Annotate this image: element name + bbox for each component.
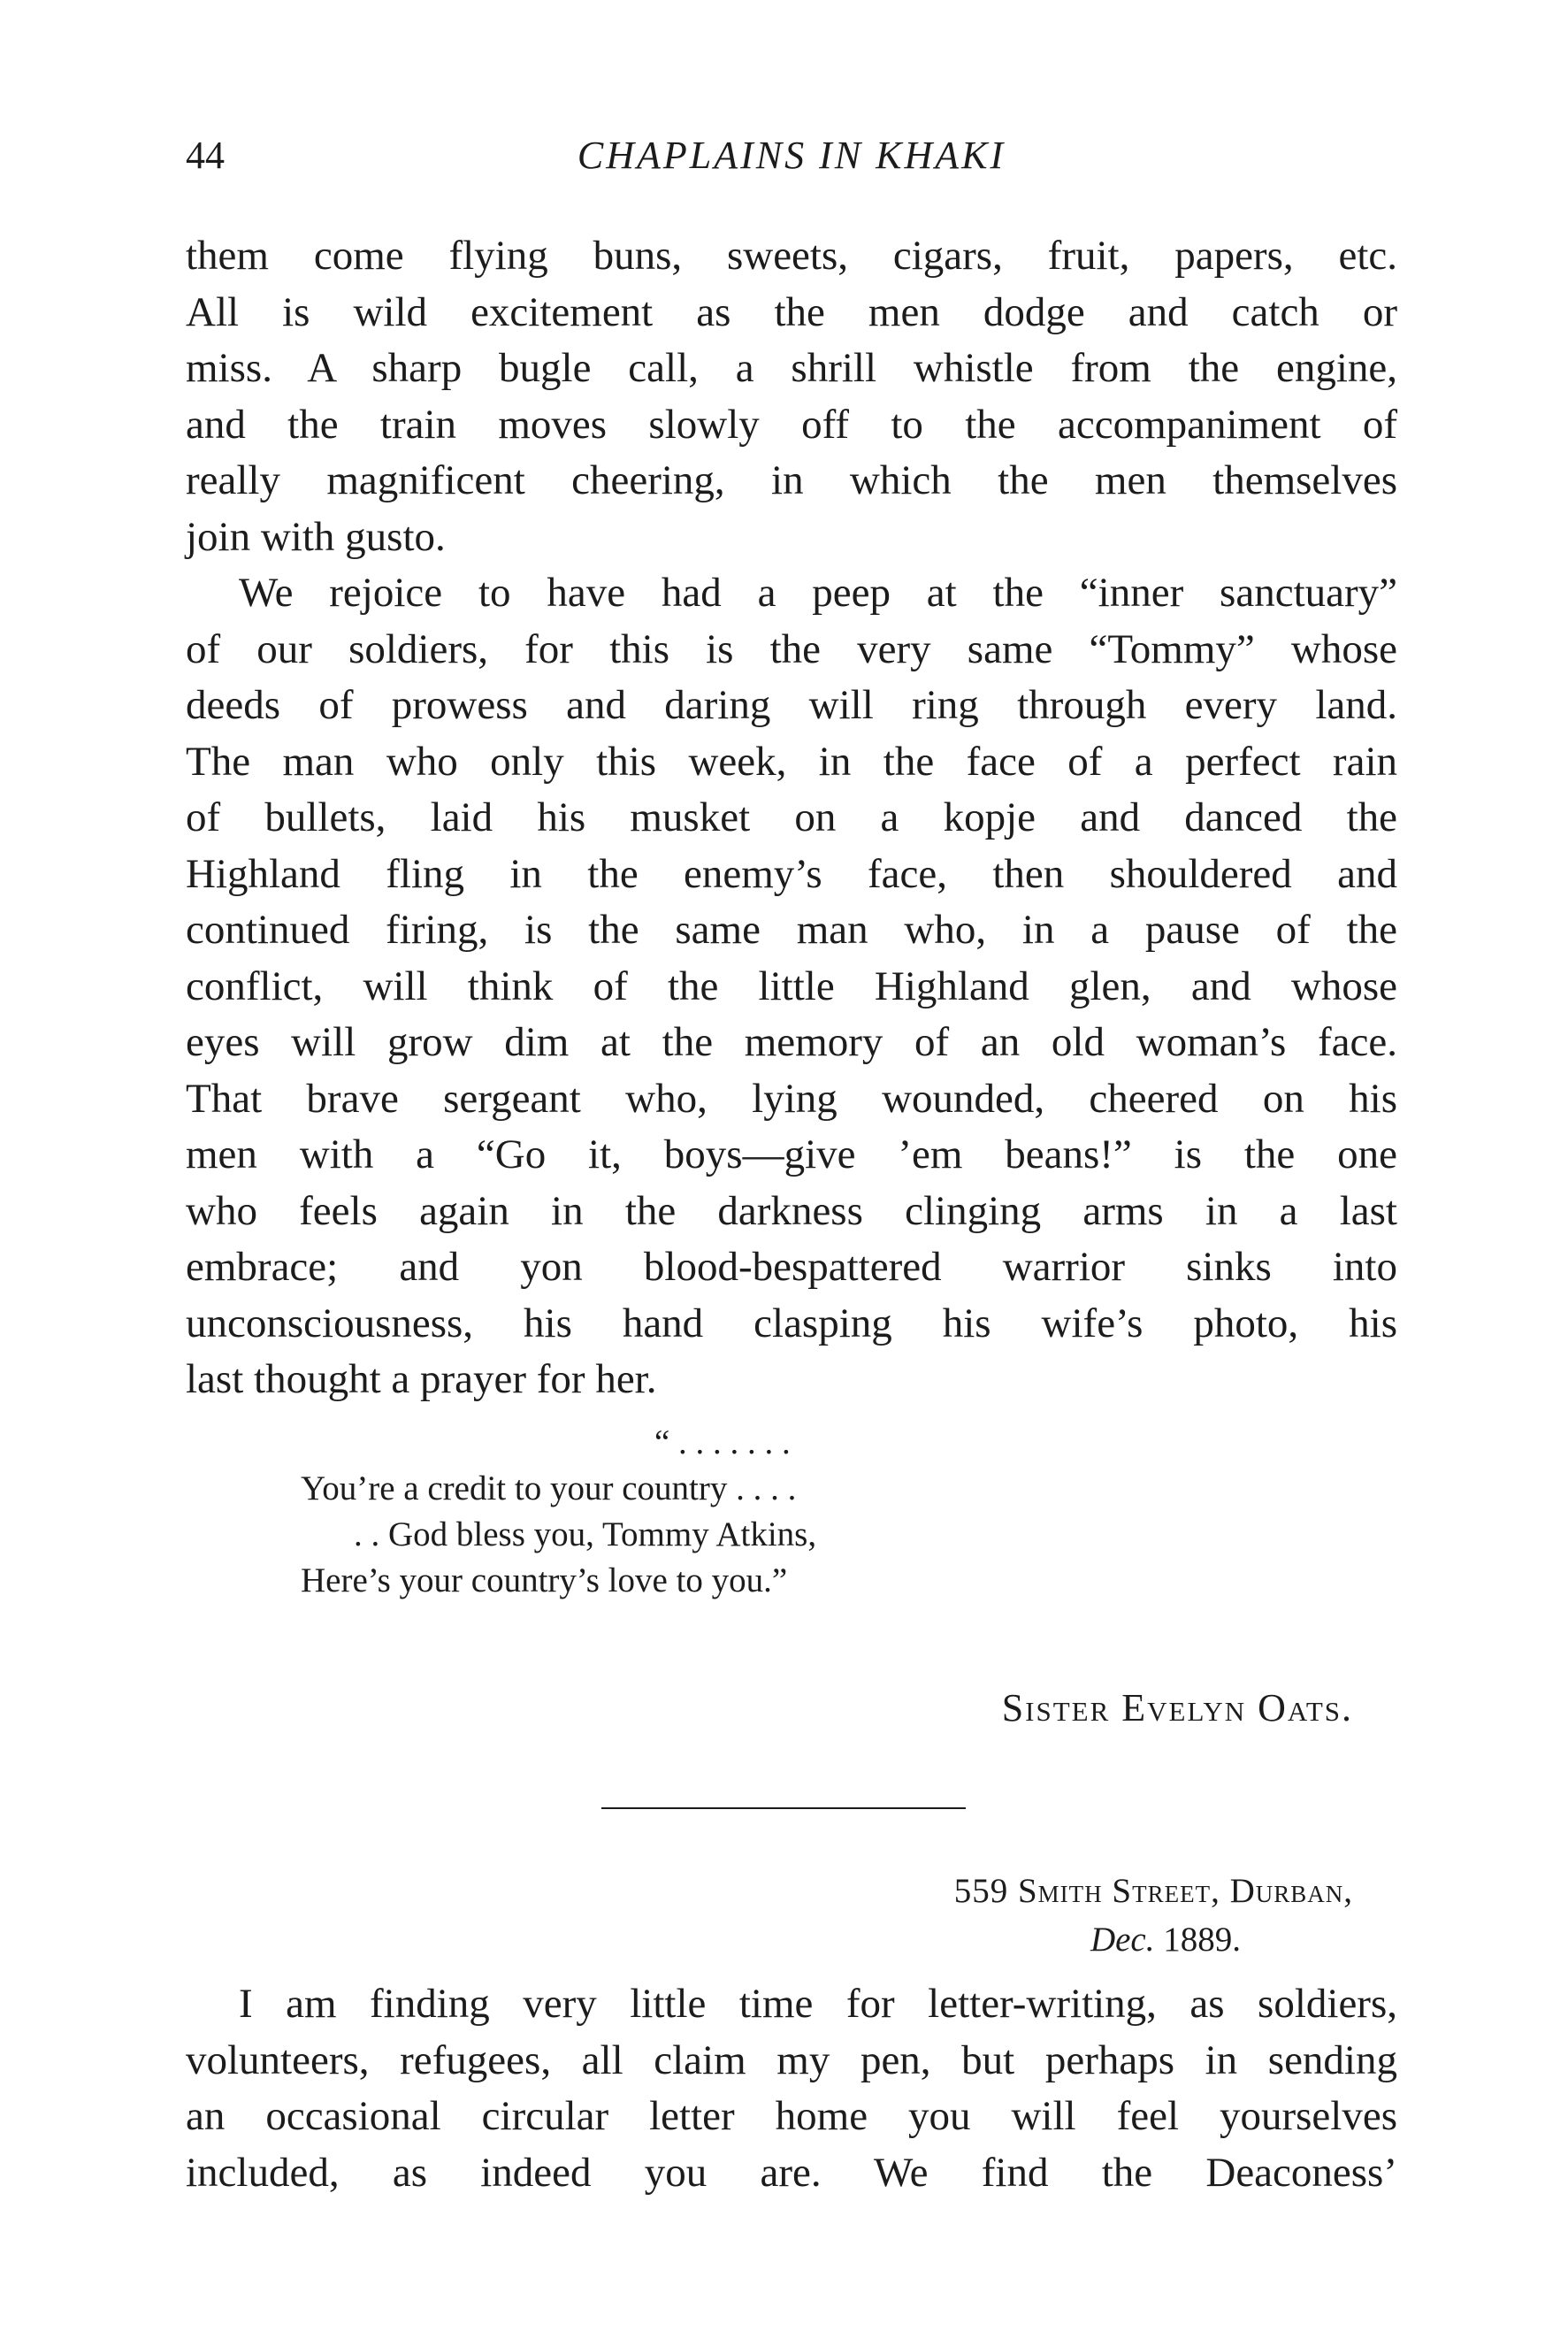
text-line: who feels again in the darkness clinging arms in a last — [186, 1187, 1397, 1234]
text-line: them come flying buns, sweets, cigars, fruit, papers, etc. — [186, 233, 1397, 279]
text-line: and the train moves slowly off to the accompaniment of — [186, 401, 1397, 448]
text-line: volunteers, refugees, all claim my pen, but perhaps in sending — [186, 2036, 1397, 2083]
text-line: of bullets, laid his musket on a kopje and danced the — [186, 794, 1397, 840]
letter-date — [1090, 1920, 1241, 1959]
text-line: really magnificent cheering, in which the men themselves — [186, 457, 1397, 503]
text-line: continued firing, is the same man who, in a pause of the — [186, 907, 1397, 953]
text-line: All is wild excitement as the men dodge and catch or — [186, 288, 1397, 335]
text-line: The man who only this week, in the face of a perfect rain — [186, 738, 1397, 785]
running-title: CHAPLAINS IN KHAKI — [577, 134, 1006, 177]
text-line: Highland fling in the enemy’s face, then shouldered and — [186, 850, 1397, 897]
paragraph-soldiers — [186, 565, 1397, 1408]
text-line: eyes will grow dim at the memory of an old woman’s face. — [186, 1019, 1397, 1065]
page-header — [186, 133, 1397, 203]
text-line: unconsciousness, his hand clasping his wife’s photo, his — [186, 1300, 1397, 1346]
text-line: embrace; and yon blood-bespattered warrior sinks into — [186, 1244, 1397, 1290]
text-line: That brave sergeant who, lying wounded, cheered on his — [186, 1075, 1397, 1122]
letter-address: 559 Smith Street, Durban, — [953, 1872, 1353, 1910]
date-year: 1889. — [1154, 1921, 1241, 1959]
section-divider — [601, 1807, 966, 1809]
text-line: miss. A sharp bugle call, a shrill whistle from the engine, — [186, 345, 1397, 391]
text-line: deeds of prowess and daring will ring through every land. — [186, 682, 1397, 728]
date-month: Dec. — [1090, 1921, 1155, 1959]
text-line: join with gusto. — [186, 513, 446, 560]
text-line: We rejoice to have had a peep at the “inner sanctuary” — [239, 570, 1397, 616]
signature: Sister Evelyn Oats. — [1001, 1686, 1353, 1729]
text-line: included, as indeed you are. We find the Deaconess’ — [186, 2149, 1397, 2196]
poem-line: . . God bless you, Tommy Atkins, — [354, 1515, 817, 1553]
poem-line: You’re a credit to your country . . . . — [301, 1469, 797, 1507]
text-line: of our soldiers, for this is the very same “Tommy” whose — [186, 625, 1397, 672]
text-line: men with a “Go it, boys—give ’em beans!” is the one — [186, 1131, 1397, 1177]
text-line: I am finding very little time for letter-writing, as soldiers, — [239, 1981, 1397, 2027]
text-line: an occasional circular letter home you will feel yourselves — [186, 2093, 1397, 2139]
paragraph-letter — [186, 1976, 1397, 2201]
text-line: conflict, will think of the little Highland glen, and whose — [186, 962, 1397, 1009]
text-line: last thought a prayer for her. — [186, 1356, 657, 1402]
page-number: 44 — [186, 134, 225, 177]
poem-line: “ . . . . . . . — [654, 1423, 791, 1461]
poem-quote — [301, 1420, 1185, 1604]
poem-line: Here’s your country’s love to you.” — [301, 1561, 788, 1599]
paragraph-continuation — [186, 228, 1397, 565]
